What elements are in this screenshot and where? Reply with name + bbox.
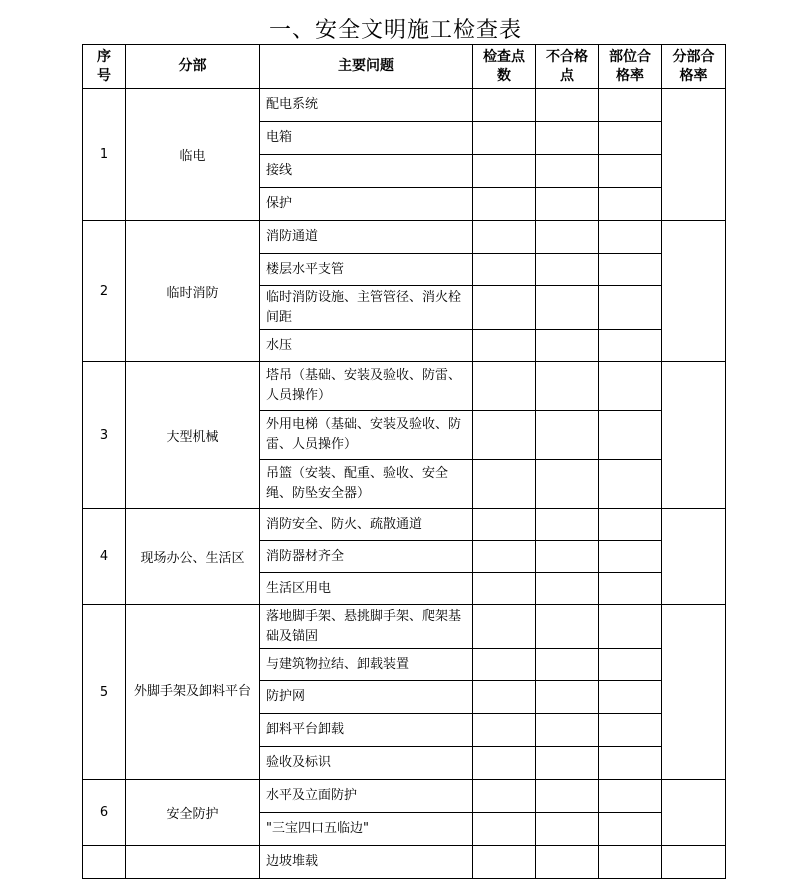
- table-row: [83, 780, 726, 813]
- fail-points-cell: [536, 286, 599, 330]
- header-seq: 序号: [83, 45, 126, 89]
- table-row: [83, 846, 726, 879]
- fail-points-cell: [536, 362, 599, 411]
- issue-cell: 消防通道: [260, 221, 473, 254]
- part-rate-cell: [599, 286, 662, 330]
- fail-points-cell: [536, 221, 599, 254]
- group-number: 4: [83, 509, 126, 605]
- document-title: 一、安全文明施工检查表: [268, 18, 522, 43]
- check-points-cell: [473, 122, 536, 155]
- issue-cell: 防护网: [260, 681, 473, 714]
- check-points-cell: [473, 460, 536, 509]
- part-rate-cell: [599, 122, 662, 155]
- group-number: 2: [83, 221, 126, 362]
- fail-points-cell: [536, 122, 599, 155]
- part-rate-cell: [599, 813, 662, 846]
- fail-points-cell: [536, 411, 599, 460]
- part-rate-cell: [599, 846, 662, 879]
- part-rate-cell: [599, 714, 662, 747]
- check-points-cell: [473, 286, 536, 330]
- check-points-cell: [473, 681, 536, 714]
- issue-cell: 消防安全、防火、疏散通道: [260, 509, 473, 541]
- group-number: 6: [83, 780, 126, 846]
- issue-cell: 与建筑物拉结、卸载装置: [260, 649, 473, 681]
- division-rate-cell: [662, 846, 726, 879]
- group-division: 现场办公、生活区: [126, 509, 260, 605]
- table-row: [83, 89, 726, 122]
- fail-points-cell: [536, 846, 599, 879]
- header-division: 分部: [126, 45, 260, 89]
- issue-cell: 保护: [260, 188, 473, 221]
- issue-cell: 卸料平台卸载: [260, 714, 473, 747]
- part-rate-cell: [599, 155, 662, 188]
- part-rate-cell: [599, 747, 662, 780]
- issue-cell: 配电系统: [260, 89, 473, 122]
- issue-cell: 楼层水平支管: [260, 254, 473, 286]
- check-points-cell: [473, 188, 536, 221]
- fail-points-cell: [536, 509, 599, 541]
- header-issue: 主要问题: [260, 45, 473, 89]
- check-points-cell: [473, 411, 536, 460]
- fail-points-cell: [536, 681, 599, 714]
- check-points-cell: [473, 89, 536, 122]
- division-rate-cell: [662, 780, 726, 846]
- table-row: [83, 362, 726, 411]
- division-rate-cell: [662, 221, 726, 362]
- part-rate-cell: [599, 541, 662, 573]
- group-division: 安全防护: [126, 780, 260, 846]
- check-points-cell: [473, 541, 536, 573]
- check-points-cell: [473, 509, 536, 541]
- check-points-cell: [473, 155, 536, 188]
- issue-cell: 塔吊（基础、安装及验收、防雷、人员操作）: [260, 362, 473, 411]
- division-rate-cell: [662, 362, 726, 509]
- division-rate-cell: [662, 89, 726, 221]
- fail-points-cell: [536, 254, 599, 286]
- check-points-cell: [473, 605, 536, 649]
- fail-points-cell: [536, 155, 599, 188]
- part-rate-cell: [599, 411, 662, 460]
- check-points-cell: [473, 846, 536, 879]
- check-points-cell: [473, 714, 536, 747]
- check-points-cell: [473, 649, 536, 681]
- issue-cell: 外用电梯（基础、安装及验收、防雷、人员操作）: [260, 411, 473, 460]
- group-division: 临电: [126, 89, 260, 221]
- part-rate-cell: [599, 330, 662, 362]
- group-division: 临时消防: [126, 221, 260, 362]
- part-rate-cell: [599, 605, 662, 649]
- table-row: [83, 605, 726, 649]
- issue-cell: 吊篮（安装、配重、验收、安全绳、防坠安全器）: [260, 460, 473, 509]
- issue-cell: 消防器材齐全: [260, 541, 473, 573]
- group-number: 5: [83, 605, 126, 780]
- issue-cell: 验收及标识: [260, 747, 473, 780]
- issue-cell: 边坡堆载: [260, 846, 473, 879]
- check-points-cell: [473, 573, 536, 605]
- group-division: 大型机械: [126, 362, 260, 509]
- part-rate-cell: [599, 681, 662, 714]
- group-number: 1: [83, 89, 126, 221]
- part-rate-cell: [599, 649, 662, 681]
- division-rate-cell: [662, 509, 726, 605]
- issue-cell: 水平及立面防护: [260, 780, 473, 813]
- part-rate-cell: [599, 460, 662, 509]
- part-rate-cell: [599, 509, 662, 541]
- issue-cell: 临时消防设施、主管管径、消火栓间距: [260, 286, 473, 330]
- header-division-rate: 分部合格率: [662, 45, 726, 89]
- fail-points-cell: [536, 605, 599, 649]
- issue-cell: 生活区用电: [260, 573, 473, 605]
- safety-inspection-table: [82, 44, 726, 879]
- fail-points-cell: [536, 573, 599, 605]
- issue-cell: 落地脚手架、悬挑脚手架、爬架基础及锚固: [260, 605, 473, 649]
- fail-points-cell: [536, 813, 599, 846]
- fail-points-cell: [536, 330, 599, 362]
- fail-points-cell: [536, 649, 599, 681]
- part-rate-cell: [599, 89, 662, 122]
- part-rate-cell: [599, 780, 662, 813]
- group-number: [83, 846, 126, 879]
- issue-cell: 水压: [260, 330, 473, 362]
- check-points-cell: [473, 221, 536, 254]
- fail-points-cell: [536, 541, 599, 573]
- check-points-cell: [473, 780, 536, 813]
- fail-points-cell: [536, 747, 599, 780]
- division-rate-cell: [662, 605, 726, 780]
- header-check-points: 检查点数: [473, 45, 536, 89]
- fail-points-cell: [536, 89, 599, 122]
- group-division: [126, 846, 260, 879]
- fail-points-cell: [536, 714, 599, 747]
- part-rate-cell: [599, 254, 662, 286]
- header-part-rate: 部位合格率: [599, 45, 662, 89]
- issue-cell: "三宝四口五临边": [260, 813, 473, 846]
- part-rate-cell: [599, 362, 662, 411]
- table-row: [83, 221, 726, 254]
- group-number: 3: [83, 362, 126, 509]
- header-fail-points: 不合格点: [536, 45, 599, 89]
- issue-cell: 电箱: [260, 122, 473, 155]
- table-row: [83, 509, 726, 541]
- check-points-cell: [473, 330, 536, 362]
- part-rate-cell: [599, 221, 662, 254]
- check-points-cell: [473, 747, 536, 780]
- table-header-row: [83, 45, 726, 89]
- check-points-cell: [473, 362, 536, 411]
- check-points-cell: [473, 254, 536, 286]
- fail-points-cell: [536, 188, 599, 221]
- group-division: 外脚手架及卸料平台: [126, 605, 260, 780]
- part-rate-cell: [599, 188, 662, 221]
- part-rate-cell: [599, 573, 662, 605]
- fail-points-cell: [536, 460, 599, 509]
- issue-cell: 接线: [260, 155, 473, 188]
- check-points-cell: [473, 813, 536, 846]
- fail-points-cell: [536, 780, 599, 813]
